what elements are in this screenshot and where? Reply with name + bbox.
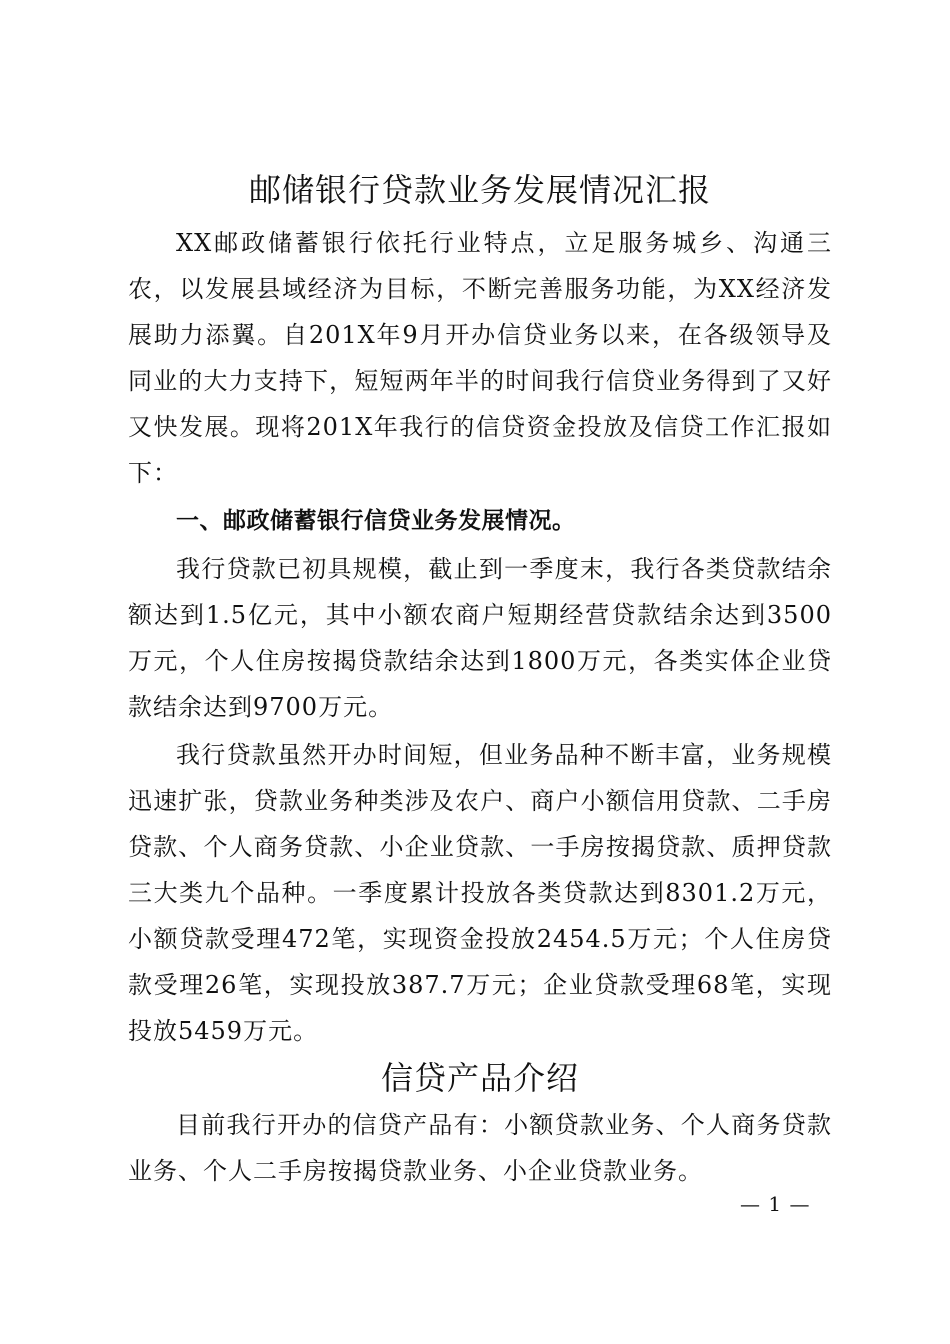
page-number: — 1 —: [740, 1192, 811, 1216]
section-heading: 一、邮政储蓄银行信贷业务发展情况。: [176, 508, 576, 534]
document-title: 邮储银行贷款业务发展情况汇报: [248, 171, 711, 209]
section-paragraph-1: 我行贷款已初具规模，截止到一季度末，我行各类贷款结余额达到1.5亿元，其中小额农商户短期经营贷款结余达到3500万元，个人住房按揭贷款结余达到1800万元，各类实体企业贷款结余达到9700万元。: [128, 555, 832, 721]
section-subtitle: 信贷产品介绍: [380, 1059, 579, 1097]
intro-paragraph: XX邮政储蓄银行依托行业特点，立足服务城乡、沟通三农，以发展县域经济为目标，不断完善服务功能，为XX经济发展助力添翼。自201X年9月开办信贷业务以来，在各级领导及同业的大力支持下，短短两年半的时间我行信贷业务得到了又好又快发展。现将201X年我行的信贷资金投放及信贷工作汇报如下：: [128, 229, 832, 487]
section-paragraph-2: 我行贷款虽然开办时间短，但业务品种不断丰富，业务规模迅速扩张，贷款业务种类涉及农户、商户小额信用贷款、二手房贷款、个人商务贷款、小企业贷款、一手房按揭贷款、质押贷款三大类九个品种。一季度累计投放各类贷款达到8301.2万元，小额贷款受理472笔，实现资金投放2454.5万元；个人住房贷款受理26笔，实现投放387.7万元；企业贷款受理68笔，实现投放5459万元。: [128, 741, 832, 1045]
document-body: [128, 168, 832, 1194]
products-paragraph: 目前我行开办的信贷产品有：小额贷款业务、个人商务贷款业务、个人二手房按揭贷款业务、小企业贷款业务。: [128, 1111, 832, 1185]
